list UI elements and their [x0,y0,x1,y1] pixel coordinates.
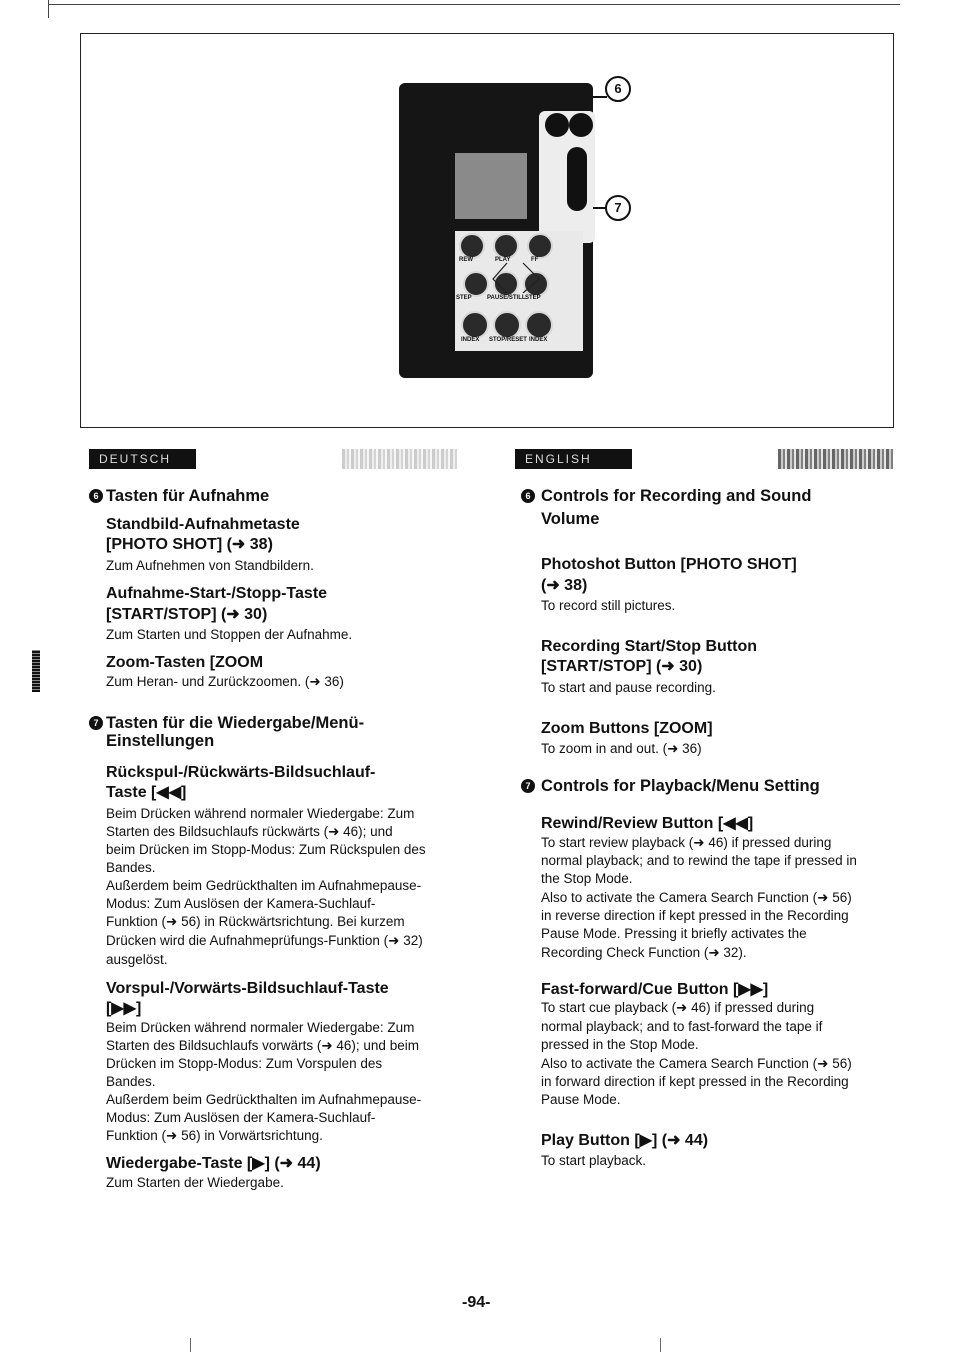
rewind-body-de-8: Drücken wird die Aufnahmeprüfungs-Funktion (➜ 32) [106,933,423,948]
rewind-body-en-3: the Stop Mode. [541,871,633,886]
photo-shot-title-de-1: Standbild-Aufnahmetaste [106,516,300,533]
photo-shot-title-en-2: (➜ 38) [541,577,588,594]
page-number: -94- [462,1294,491,1311]
fast-forward-body-de-4: Bandes. [106,1074,156,1089]
start-stop-title-de-2: [START/STOP] (➜ 30) [106,606,268,623]
play-body-en: To start playback. [541,1153,647,1168]
deutsch-header-smudge [342,449,457,469]
stop-reset-label: STOP/RESET [489,337,527,343]
fast-forward-title-en: Fast-forward/Cue Button [▶▶] [541,981,769,998]
english-label: ENGLISH [515,449,632,469]
zoom-title-de: Zoom-Tasten [ZOOM [106,654,264,671]
step-left-label: STEP [456,295,472,301]
play-title-de: Wiedergabe-Taste [▶] (➜ 44) [106,1155,321,1172]
rewind-body-de-9: ausgelöst. [106,952,168,967]
rewind-title-en: Rewind/Review Button [◀◀] [541,815,754,832]
section-6-title-en-1: Controls for Recording and Sound [541,487,812,505]
rewind-body-de-5: Außerdem beim Gedrückthalten im Aufnahmepause- [106,878,422,893]
section-7-title-de-2: Einstellungen [106,732,215,750]
section-6-badge-de: 6 [89,489,103,503]
fast-forward-body-de-3: Drücken im Stopp-Modus: Zum Vorspulen des [106,1056,383,1071]
fast-forward-body-en-5: in forward direction if kept pressed in the Recording [541,1074,849,1089]
rewind-body-en-5: in reverse direction if kept pressed in the Recording [541,908,849,923]
rewind-body-de-4: Bandes. [106,860,156,875]
pause-still-label: PAUSE/STILL [487,295,526,301]
fast-forward-body-en-2: normal playback; and to fast-forward the tape if [541,1019,823,1034]
fast-forward-body-en-1: To start cue playback (➜ 46) if pressed during [541,1000,815,1015]
zoom-body-en: To zoom in and out. (➜ 36) [541,741,702,756]
figure-frame [80,33,894,428]
fast-forward-body-en-3: pressed in the Stop Mode. [541,1037,699,1052]
play-body-de: Zum Starten der Wiedergabe. [106,1175,284,1190]
margin-mark [32,650,40,692]
rewind-body-de-7: Funktion (➜ 56) in Rückwärtsrichtung. Bei kurzem [106,914,405,929]
start-stop-body-en: To start and pause recording. [541,680,716,695]
start-stop-button-icon [569,113,593,137]
photo-shot-title-de-2: [PHOTO SHOT] (➜ 38) [106,536,273,553]
play-title-en: Play Button [▶] (➜ 44) [541,1132,709,1149]
rewind-body-de-1: Beim Drücken während normaler Wiedergabe: Zum [106,806,415,821]
fast-forward-body-de-7: Funktion (➜ 56) in Vorwärtsrichtung. [106,1128,323,1143]
rewind-body-en-4: Also to activate the Camera Search Function (➜ 56) [541,890,852,905]
index-right-label: INDEX [529,337,548,343]
rew-label: REW [459,257,473,263]
rewind-body-de-2: Starten des Bildsuchlaufs rückwärts (➜ 46); und [106,824,393,839]
zoom-button-icon [567,147,587,211]
rewind-body-en-7: Recording Check Function (➜ 32). [541,945,747,960]
start-stop-title-en-1: Recording Start/Stop Button [541,638,757,655]
english-header-smudge [778,449,893,469]
deutsch-label: DEUTSCH [89,449,196,469]
start-stop-title-de-1: Aufnahme-Start-/Stopp-Taste [106,585,328,602]
photo-shot-body-de: Zum Aufnehmen von Standbildern. [106,558,314,573]
top-rule [48,4,900,5]
callout-6-leader [593,96,607,98]
display-window [455,153,527,219]
crop-tick-left [190,1338,191,1352]
step-right-label: STEP [525,295,541,301]
rewind-body-de-3: beim Drücken im Stopp-Modus: Zum Rückspulen des [106,842,426,857]
section-7-title-en: Controls for Playback/Menu Setting [541,777,820,795]
button-arrows [455,231,583,351]
start-stop-body-de: Zum Starten und Stoppen der Aufnahme. [106,627,353,642]
section-6-badge-en: 6 [521,489,535,503]
rewind-body-en-6: Pause Mode. Pressing it briefly activates the [541,926,807,941]
zoom-title-en: Zoom Buttons [ZOOM] [541,720,713,737]
callout-6: 6 [605,76,631,102]
callout-7: 7 [605,195,631,221]
rewind-body-en-1: To start review playback (➜ 46) if pressed during [541,835,832,850]
section-7-badge-de: 7 [89,716,103,730]
index-left-label: INDEX [461,337,480,343]
photo-shot-body-en: To record still pictures. [541,598,676,613]
fast-forward-body-de-6: Modus: Zum Auslösen der Kamera-Suchlauf- [106,1110,376,1125]
fast-forward-title-de-1: Vorspul-/Vorwärts-Bildsuchlauf-Taste [106,980,389,997]
section-7-title-de-1: Tasten für die Wiedergabe/Menü- [106,714,365,732]
photo-shot-title-en-1: Photoshot Button [PHOTO SHOT] [541,556,797,573]
fast-forward-body-en-4: Also to activate the Camera Search Function (➜ 56) [541,1056,852,1071]
fast-forward-body-en-6: Pause Mode. [541,1092,621,1107]
section-7-badge-en: 7 [521,779,535,793]
rewind-body-en-2: normal playback; and to rewind the tape if pressed in [541,853,857,868]
remote-control-illustration [399,83,593,378]
start-stop-title-en-2: [START/STOP] (➜ 30) [541,658,703,675]
fast-forward-title-de-2: [▶▶] [106,1000,142,1017]
fast-forward-body-de-2: Starten des Bildsuchlaufs vorwärts (➜ 46); und beim [106,1038,419,1053]
section-6-title-en-2: Volume [541,510,600,528]
rewind-body-de-6: Modus: Zum Auslösen der Kamera-Suchlauf- [106,896,376,911]
fast-forward-body-de-5: Außerdem beim Gedrückthalten im Aufnahmepause- [106,1092,422,1107]
play-label: PLAY [495,257,511,263]
photo-shot-button-icon [545,113,569,137]
zoom-body-de: Zum Heran- und Zurückzoomen. (➜ 36) [106,674,344,689]
ff-label: FF [531,257,539,263]
rewind-title-de-2: Taste [◀◀] [106,784,187,801]
side-rule [48,0,49,18]
section-6-title-de: Tasten für Aufnahme [106,487,270,505]
rewind-title-de-1: Rückspul-/Rückwärts-Bildsuchlauf- [106,764,376,781]
crop-tick-right [660,1338,661,1352]
fast-forward-body-de-1: Beim Drücken während normaler Wiedergabe: Zum [106,1020,415,1035]
